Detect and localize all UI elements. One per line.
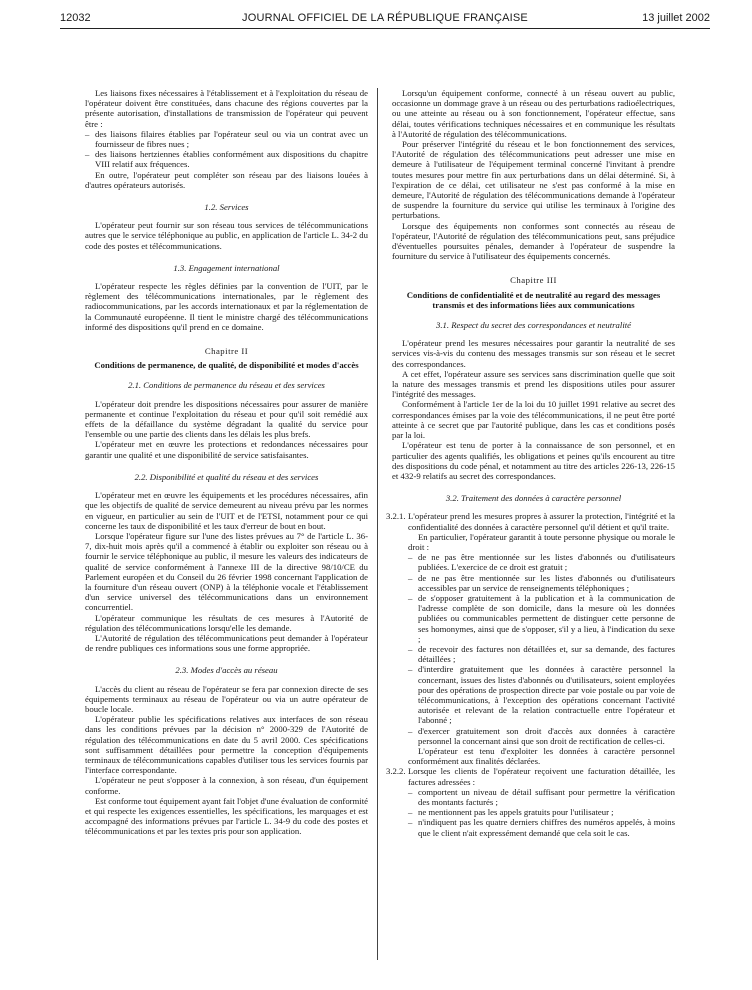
paragraph: L'opérateur prend les mesures propres à assurer la protection, l'intégrité et la confidentialité des données à caractère personnel qu'il détient et qu'il traite. (408, 511, 675, 532)
section-heading-1-2: 1.2. Services (204, 202, 249, 213)
section-heading-2-2: 2.2. Disponibilité et qualité du réseau et des services (134, 471, 319, 482)
left-column (85, 88, 368, 837)
paragraph: Conformément à l'article 1er de la loi du 10 juillet 1991 relative au secret des correspondances émises par la voie des télécommunications, il ne peut être porté atteinte à ce secret que par l'autorité publique, dans les cas et conditions posés par la loi. (392, 399, 675, 441)
chapter-title: Conditions de confidentialité et de neutralité au regard des messages transmis et des informations liées aux communications (406, 289, 661, 310)
numbered-clause-3-2-1 (386, 511, 675, 767)
paragraph: Est conforme tout équipement ayant fait l'objet d'une évaluation de conformité et qui respecte les exigences essentielles, les spécifications, les marquages et est accompagné des informations prévues par l'article L. 34-9 du code des postes et télécommunications et par les textes pris pour son application. (85, 795, 368, 837)
clause-number: 3.2.1. (386, 511, 406, 522)
page-header (60, 10, 710, 28)
list-item: – comportent un niveau de détail suffisant pour permettre la vérification des montants facturés ; (408, 787, 675, 807)
list-item: – des liaisons hertziennes établies conformément aux dispositions du chapitre VIII relatif aux fréquences. (85, 149, 368, 169)
chapter-label: Chapitre II (204, 346, 249, 357)
section-heading-2-3: 2.3. Modes d'accès au réseau (175, 665, 278, 676)
paragraph: L'Autorité de régulation des télécommunications peut demander à l'opérateur de rendre publiques ces informations sous une forme appropriée. (85, 632, 368, 654)
journal-title: JOURNAL OFFICIEL DE LA RÉPUBLIQUE FRANÇAISE (242, 12, 528, 24)
paragraph: A cet effet, l'opérateur assure ses services sans discrimination quelle que soit la nature des messages transmis et prend les dispositions utiles pour assurer l'intégrité des messages. (392, 368, 675, 400)
list-item: – de ne pas être mentionnée sur les listes d'abonnés ou d'utilisateurs publiées. L'exercice de ce droit est gratuit ; (408, 552, 675, 572)
paragraph: L'opérateur met en œuvre les protections et redondances nécessaires pour garantir une qualité et une disponibilité de service satisfaisantes. (85, 439, 368, 460)
paragraph: L'opérateur peut fournir sur son réseau tous services de télécommunications autres que le service téléphonique au public, en application de l'article L. 34-2 du code des postes et télécommunications. (85, 220, 368, 251)
paragraph: Lorsque des équipements non conformes sont connectés au réseau de l'opérateur, l'Autorité de régulation des télécommunications peut, sans préjudice d'éventuelles poursuites pénales, demander à l'opérateur de suspendre la fourniture du service à l'utilisateur des équipements concernés. (392, 220, 675, 262)
paragraph: L'opérateur ne peut s'opposer à la connexion, à son réseau, d'un équipement conforme. (85, 775, 368, 796)
paragraph: L'opérateur est tenu de porter à la connaissance de son personnel, et en particulier des agents qualifiés, les obligations et peines qu'ils encourent au titre des dispositions du code pénal, et notamment au titre des articles 226-13, 226-15 et 432-9 relatifs au secret des correspondances. (392, 440, 675, 481)
header-rule (60, 28, 710, 29)
paragraph: Les liaisons fixes nécessaires à l'établissement et à l'exploitation du réseau de l'opérateur doivent être constituées, dans chacune des régions couvertes par la présente autorisation, d'installations de transmission de l'opérateur qui peuvent être : (85, 88, 368, 129)
paragraph: L'accès du client au réseau de l'opérateur se fera par connexion directe de ses équipements terminaux au réseau de l'opérateur ou via un autre opérateur de boucle locale. (85, 683, 368, 714)
paragraph: L'opérateur respecte les règles définies par la convention de l'UIT, par le règlement des télécommunications internationales, par le règlement des radiocommunications, par les accords internationaux et par la réglementation de la Communauté européenne. Il tient le ministre chargé des télécommunications informé des dispositions qu'il prend en ce domaine. (85, 281, 368, 332)
page-number: 12032 (60, 12, 91, 24)
chapter-label: Chapitre III (510, 275, 557, 286)
list-item: – ne mentionnent pas les appels gratuits pour l'utilisateur ; (408, 807, 675, 817)
paragraph: En particulier, l'opérateur garantit à toute personne physique ou morale le droit : (408, 531, 675, 552)
clause-number: 3.2.2. (386, 766, 406, 777)
paragraph: L'opérateur prend les mesures nécessaires pour garantir la neutralité de ses services vis-à-vis du contenu des messages transmis sur son réseau et le secret des correspondances. (392, 338, 675, 369)
paragraph: L'opérateur doit prendre les dispositions nécessaires pour assurer de manière permanente et continue l'exploitation du réseau et pour qu'il soit remédié aux effets de la défaillance du système dégradant la qualité du service pour l'ensemble ou une partie des clients dans les délais les plus brefs. (85, 398, 368, 440)
paragraph: Lorsque l'opérateur figure sur l'une des listes prévues au 7° de l'article L. 36-7, dix-huit mois après qu'il a commencé à établir ou exploiter son réseau ou à fournir le service téléphonique au public, il mesure les valeurs des indicateurs de qualité de service conformément à l'annexe III de la directive 98/10/CE du Parlement européen et du Conseil du 26 février 1998 concernant l'application de la fourniture d'un réseau ouvert (ONP) à la téléphonie vocale et l'établissement d'un service universel des télécommunications dans un environnement concurrentiel. (85, 530, 368, 613)
section-heading-1-3: 1.3. Engagement international (173, 262, 280, 273)
numbered-clause-3-2-2 (386, 766, 675, 838)
list-item: – n'indiquent pas les quatre derniers chiffres des numéros appelés, à moins que le client n'ait expressément demandé que cela soit le cas. (408, 817, 675, 837)
paragraph: L'opérateur met en œuvre les équipements et les procédures nécessaires, afin que les objectifs de qualité de service demeurent au niveau prévu par les normes en vigueur, en particulier au sein de l'UIT et de l'ETSI, notamment pour ce qui concerne les taux de disponibilité et les taux d'erreur de bout en bout. (85, 490, 368, 531)
list-item: – d'interdire gratuitement que les données à caractère personnel la concernant, issues des listes d'abonnés ou d'utilisateurs, soient employées pour des opérations de prospection directe par voie postale ou par voie de télécommunications, à l'exception des opérations concernant l'activité autorisée et relevant de la relation contractuelle entre l'opérateur et l'abonné ; (408, 664, 675, 725)
list-item: – de recevoir des factures non détaillées et, sur sa demande, des factures détaillées ; (408, 644, 675, 664)
chapter-title: Conditions de permanence, de qualité, de disponibilité et modes d'accès (94, 360, 359, 371)
column-divider (377, 88, 378, 960)
paragraph: Lorsqu'un équipement conforme, connecté à un réseau ouvert au public, occasionne un dommage grave à un réseau ou des perturbations radioélectriques, ou une atteinte au réseau ou à son fonctionnement, l'opérateur effectue, sans délai, toutes vérifications techniques nécessaires et en communique les résultats à l'Autorité de régulation des télécommunications. (392, 88, 675, 139)
right-column (386, 88, 675, 838)
paragraph: L'opérateur publie les spécifications relatives aux interfaces de son réseau dans les conditions prévues par la décision n° 2000-329 de l'Autorité de régulation des télécommunications en date du 5 avril 2000. Ces spécifications sont suffisamment détaillées pour permettre la conception d'équipements terminaux de télécommunications capables d'utiliser tous les services fournis par l'interface correspondante. (85, 714, 368, 776)
section-heading-3-1: 3.1. Respect du secret des correspondances et neutralité (435, 320, 631, 331)
list-item: – des liaisons filaires établies par l'opérateur seul ou via un contrat avec un fournisseur de fibres nues ; (85, 129, 368, 149)
paragraph: L'opérateur communique les résultats de ces mesures à l'Autorité de régulation des télécommunications lorsqu'elle les demande. (85, 612, 368, 633)
paragraph: En outre, l'opérateur peut compléter son réseau par des liaisons louées à d'autres opérateurs autorisés. (85, 169, 368, 190)
list-item: – de s'opposer gratuitement à la publication et à la communication de l'adresse complète de son domicile, dans la mesure où les données publiées ou communicables permettent de distinguer cette personne de ses homonymes, ainsi que de s'opposer, s'il y a lieu, à l'indication du sexe ; (408, 593, 675, 644)
paragraph: Pour préserver l'intégrité du réseau et le bon fonctionnement des services, l'Autorité de régulation des télécommunications peut adresser une mise en demeure à l'utilisateur de l'équipement terminal concerné l'invitant à prendre toutes mesures pour mettre fin aux perturbations dans un délai déterminé. Si, à l'expiration de ce délai, cet utilisateur ne s'est pas conformé à la mise en demeure, l'Autorité de régulation des télécommunications demande à l'opérateur de suspendre la fourniture du service qui utilise les terminaux à l'origine des perturbations. (392, 139, 675, 221)
paragraph: Lorsque les clients de l'opérateur reçoivent une facturation détaillée, les factures adressées : (408, 766, 675, 787)
paragraph: L'opérateur est tenu d'exploiter les données à caractère personnel conformément aux finalités déclarées. (408, 745, 675, 767)
list-item: – d'exercer gratuitement son droit d'accès aux données à caractère personnel la concernant ainsi que son droit de rectification de celles-ci. (408, 726, 675, 746)
section-heading-2-1: 2.1. Conditions de permanence du réseau et des services (128, 380, 325, 391)
list-item: – de ne pas être mentionnée sur les listes d'abonnés ou d'utilisateurs accessibles par un service de renseignements téléphoniques ; (408, 573, 675, 593)
section-heading-3-2: 3.2. Traitement des données à caractère personnel (445, 493, 622, 504)
publication-date: 13 juillet 2002 (642, 12, 710, 24)
